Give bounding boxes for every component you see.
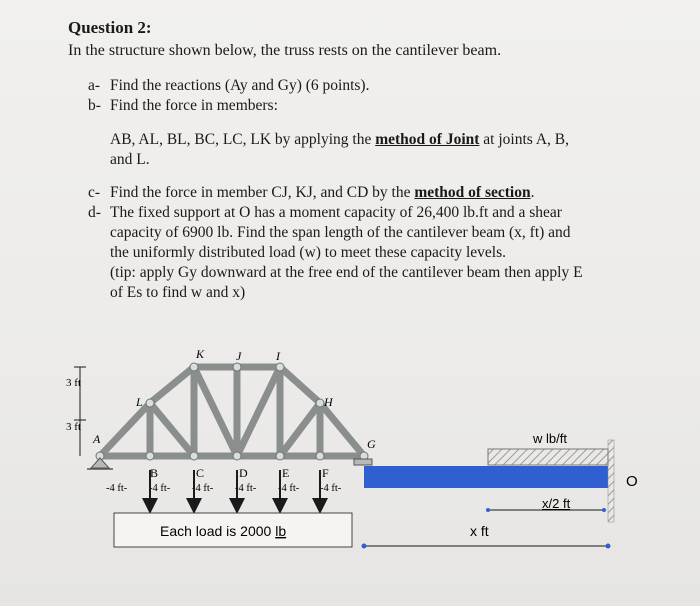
load-note-text: Each load is 2000 lb [160, 523, 287, 539]
node-a: A [93, 432, 101, 446]
part-b-detail-1: AB, AL, BL, BC, LC, LK by applying the [110, 131, 372, 148]
node-e: E [282, 466, 290, 480]
method-of-joint: method of Joint [375, 131, 480, 148]
udl-label: w lb/ft [533, 431, 567, 446]
part-d-line-3: the uniformly distributed load (w) to meet these capacity levels. [110, 244, 506, 261]
half-dim-end [602, 508, 606, 512]
part-c-text-1: Find the force in member CJ, KJ, and CD by the [110, 184, 411, 201]
node-h: H [324, 395, 333, 409]
part-a-text: Find the reactions (Ay and Gy) (6 points). [110, 77, 370, 94]
node-c: C [196, 466, 205, 480]
spacing-6: -4 ft- [320, 483, 342, 494]
truss-members [100, 367, 364, 456]
spacing-2: -4 ft- [149, 483, 171, 494]
height-top-label: 3 ft [66, 377, 81, 389]
part-b-text: Find the force in members: [110, 97, 278, 114]
part-d-line-4: (tip: apply Gy downward at the free end of the cantilever beam then apply E [110, 264, 583, 281]
span-dim-start [362, 544, 367, 549]
spacing-1: -4 ft- [106, 483, 128, 494]
pin-support-a [87, 458, 113, 469]
rest-support-g [354, 459, 372, 465]
part-d-line-1: The fixed support at O has a moment capacity of 26,400 lb.ft and a shear [110, 204, 562, 221]
question-intro: In the structure shown below, the truss rests on the cantilever beam. [68, 42, 502, 59]
spacing-3: -4 ft- [192, 483, 214, 494]
part-b-label: b- [88, 97, 101, 114]
part-c-label: c- [88, 184, 101, 201]
node-k: K [196, 347, 205, 361]
span-label: x ft [470, 523, 489, 539]
spacing-4: -4 ft- [235, 483, 257, 494]
node-f: F [322, 466, 329, 480]
part-c-text-2: . [530, 184, 535, 201]
node-d: D [239, 466, 248, 480]
part-d-line-2: capacity of 6900 lb. Find the span length of the cantilever beam (x, ft) and [110, 224, 571, 241]
node-j: J [236, 349, 242, 363]
part-b-detail-2: at joints A, B, [483, 131, 569, 148]
part-a-label: a- [88, 77, 101, 94]
half-span-label: x/2 ft [542, 496, 571, 511]
fixed-support-o [608, 440, 614, 522]
question-title: Question 2: [68, 18, 152, 37]
support-o-label: O [626, 473, 638, 490]
udl-block [488, 449, 608, 465]
node-l: L [136, 395, 143, 409]
cantilever-beam [364, 466, 608, 488]
height-bottom-label: 3 ft [66, 421, 81, 433]
half-dim-start [486, 508, 490, 512]
part-d-label: d- [88, 204, 101, 221]
node-i: I [276, 349, 280, 363]
node-g: G [367, 437, 376, 451]
part-d-line-5: of Es to find w and x) [110, 284, 246, 301]
node-b: B [150, 466, 159, 480]
span-dim-end [606, 544, 611, 549]
spacing-5: -4 ft- [278, 483, 300, 494]
spacing-labels [106, 483, 342, 494]
part-b-detail-3: and L. [110, 151, 150, 168]
method-of-section: method of section [414, 184, 531, 201]
